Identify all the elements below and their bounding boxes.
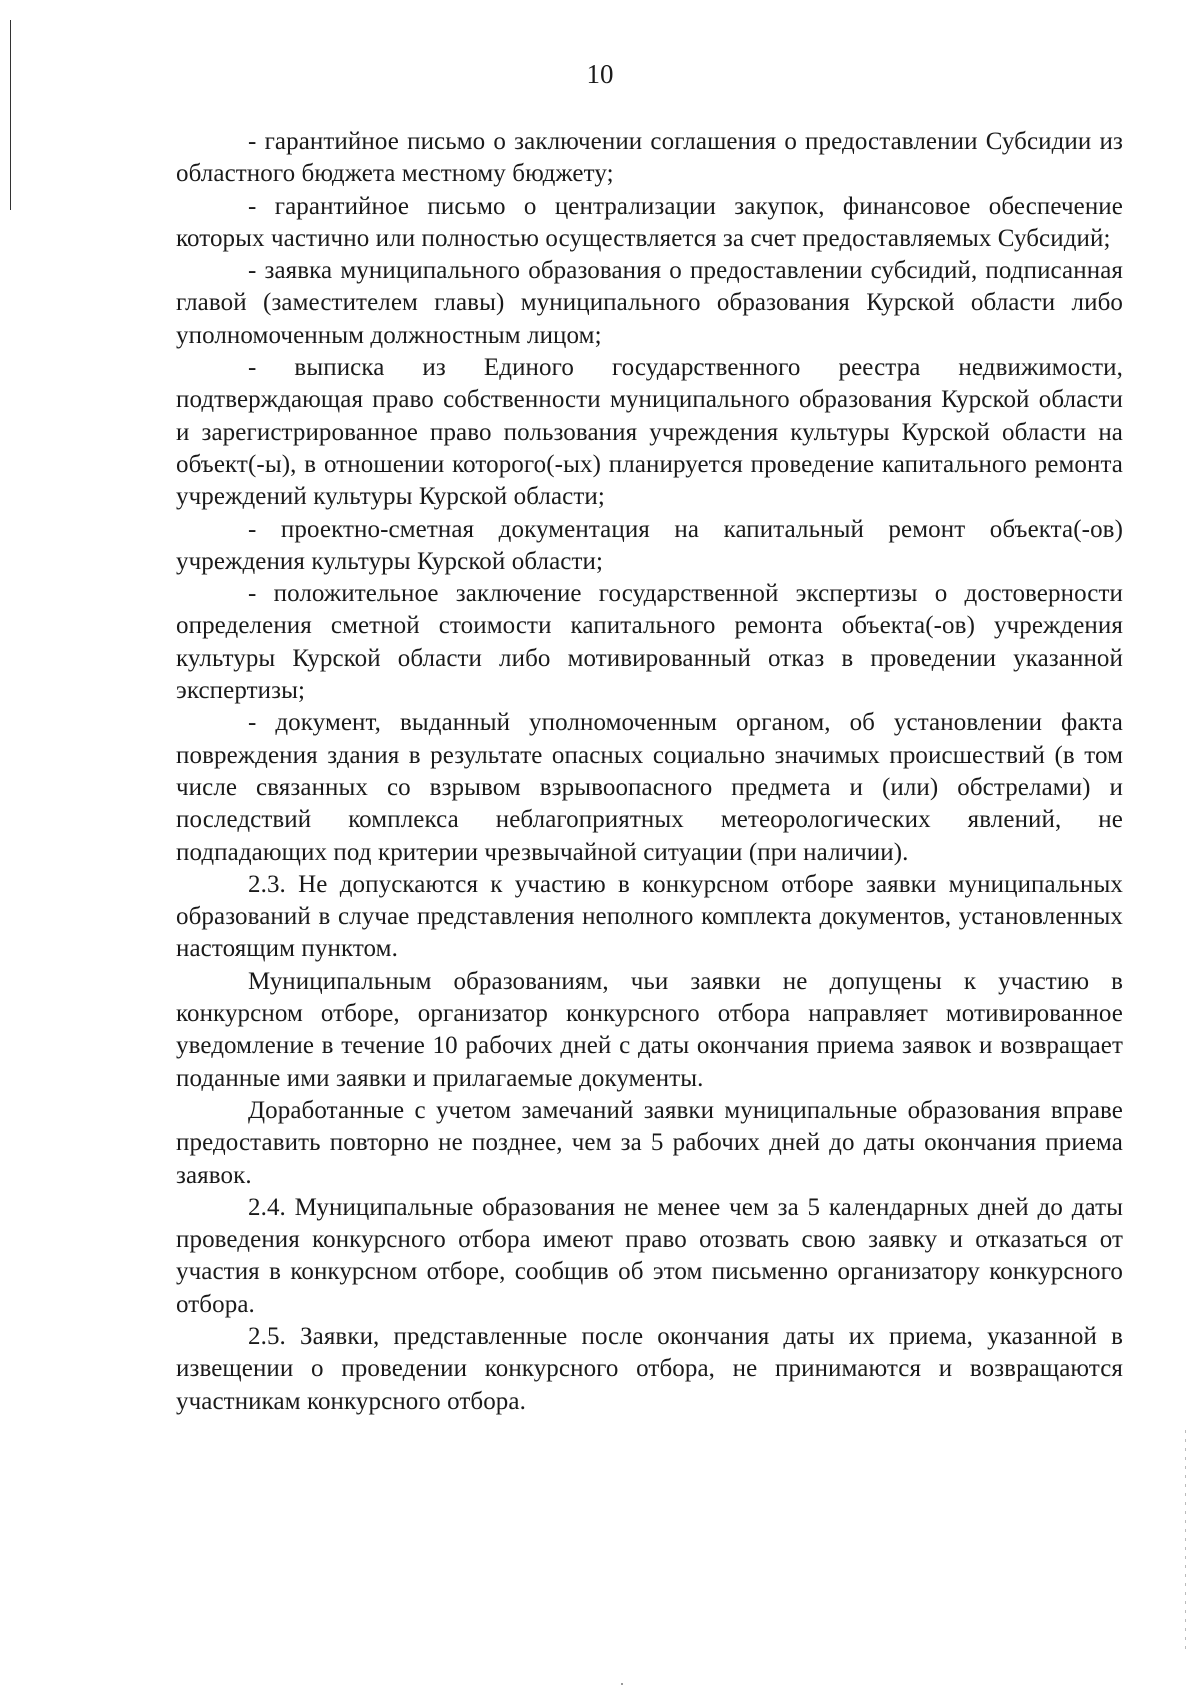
scan-left-edge <box>10 20 11 210</box>
paragraph-guarantee-letter-procurement: - гарантийное письмо о централизации закупок, финансовое обеспечение которых частично или полностью осуществляется за счет предоставляемых Субсидий; <box>176 192 1123 252</box>
paragraph-clause-2-4: 2.4. Муниципальные образования не менее чем за 5 календарных дней до даты проведения конкурсного отбора имеют право отозвать свою заявку и отказаться от участия в конкурсном отборе, сообщив об этом письменно организатору конкурсного отбора. <box>176 1193 1123 1318</box>
document-body <box>176 126 1123 1418</box>
paragraph-resubmission: Доработанные с учетом замечаний заявки муниципальные образования вправе предоставить повторно не позднее, чем за 5 рабочих дней до даты окончания приема заявок. <box>176 1096 1123 1189</box>
scan-right-edge <box>1185 1430 1186 1650</box>
paragraph-guarantee-letter-agreement: - гарантийное письмо о заключении соглашения о предоставлении Субсидии из областного бюджета местному бюджету; <box>176 128 1123 188</box>
paragraph-municipal-application: - заявка муниципального образования о предоставлении субсидий, подписанная главой (заместителем главы) муниципального образования Курской области либо уполномоченным должностным лицом; <box>176 257 1123 349</box>
paragraph-clause-2-5: 2.5. Заявки, представленные после окончания даты их приема, указанной в извещении о проведении конкурсного отбора, не принимаются и возвращаются участникам конкурсного отбора. <box>176 1322 1123 1415</box>
page-number: 10 <box>586 59 614 89</box>
paragraph-clause-2-3: 2.3. Не допускаются к участию в конкурсном отборе заявки муниципальных образований в случае представления неполного комплекта документов, установленных настоящим пунктом. <box>176 870 1123 963</box>
paragraph-design-documentation: - проектно-сметная документация на капитальный ремонт объекта(-ов) учреждения культуры Курской области; <box>176 515 1123 575</box>
paragraph-rejection-notice: Муниципальным образованиям, чьи заявки не допущены к участию в конкурсном отборе, организатор конкурсного отбора направляет мотивированное уведомление в течение 10 рабочих дней с даты окончания приема заявок и возвращает поданные ими заявки и прилагаемые документы. <box>176 967 1123 1092</box>
scan-dot <box>621 1683 623 1685</box>
paragraph-registry-extract: - выписка из Единого государственного реестра недвижимости, подтверждающая право собственности муниципального образования Курской области и зарегистрированное право пользования учреждения культуры Курской области на объект(-ы), в отношении которого(-ых) планируется проведение капитального ремонта учреждений культуры Курской области; <box>176 354 1123 511</box>
paragraph-damage-document: - документ, выданный уполномоченным органом, об установлении факта повреждения здания в результате опасных социально значимых происшествий (в том числе связанных со взрывом взрывоопасного предмета и (или) обстрелами) и последствий комплекса неблагоприятных метеорологических явлений, не подпадающих под критерии чрезвычайной ситуации (при наличии). <box>176 709 1123 866</box>
paragraph-expert-conclusion: - положительное заключение государственной экспертизы о достоверности определения сметной стоимости капитального ремонта объекта(-ов) учреждения культуры Курской области либо мотивированный отказ в проведении указанной экспертизы; <box>176 580 1123 705</box>
